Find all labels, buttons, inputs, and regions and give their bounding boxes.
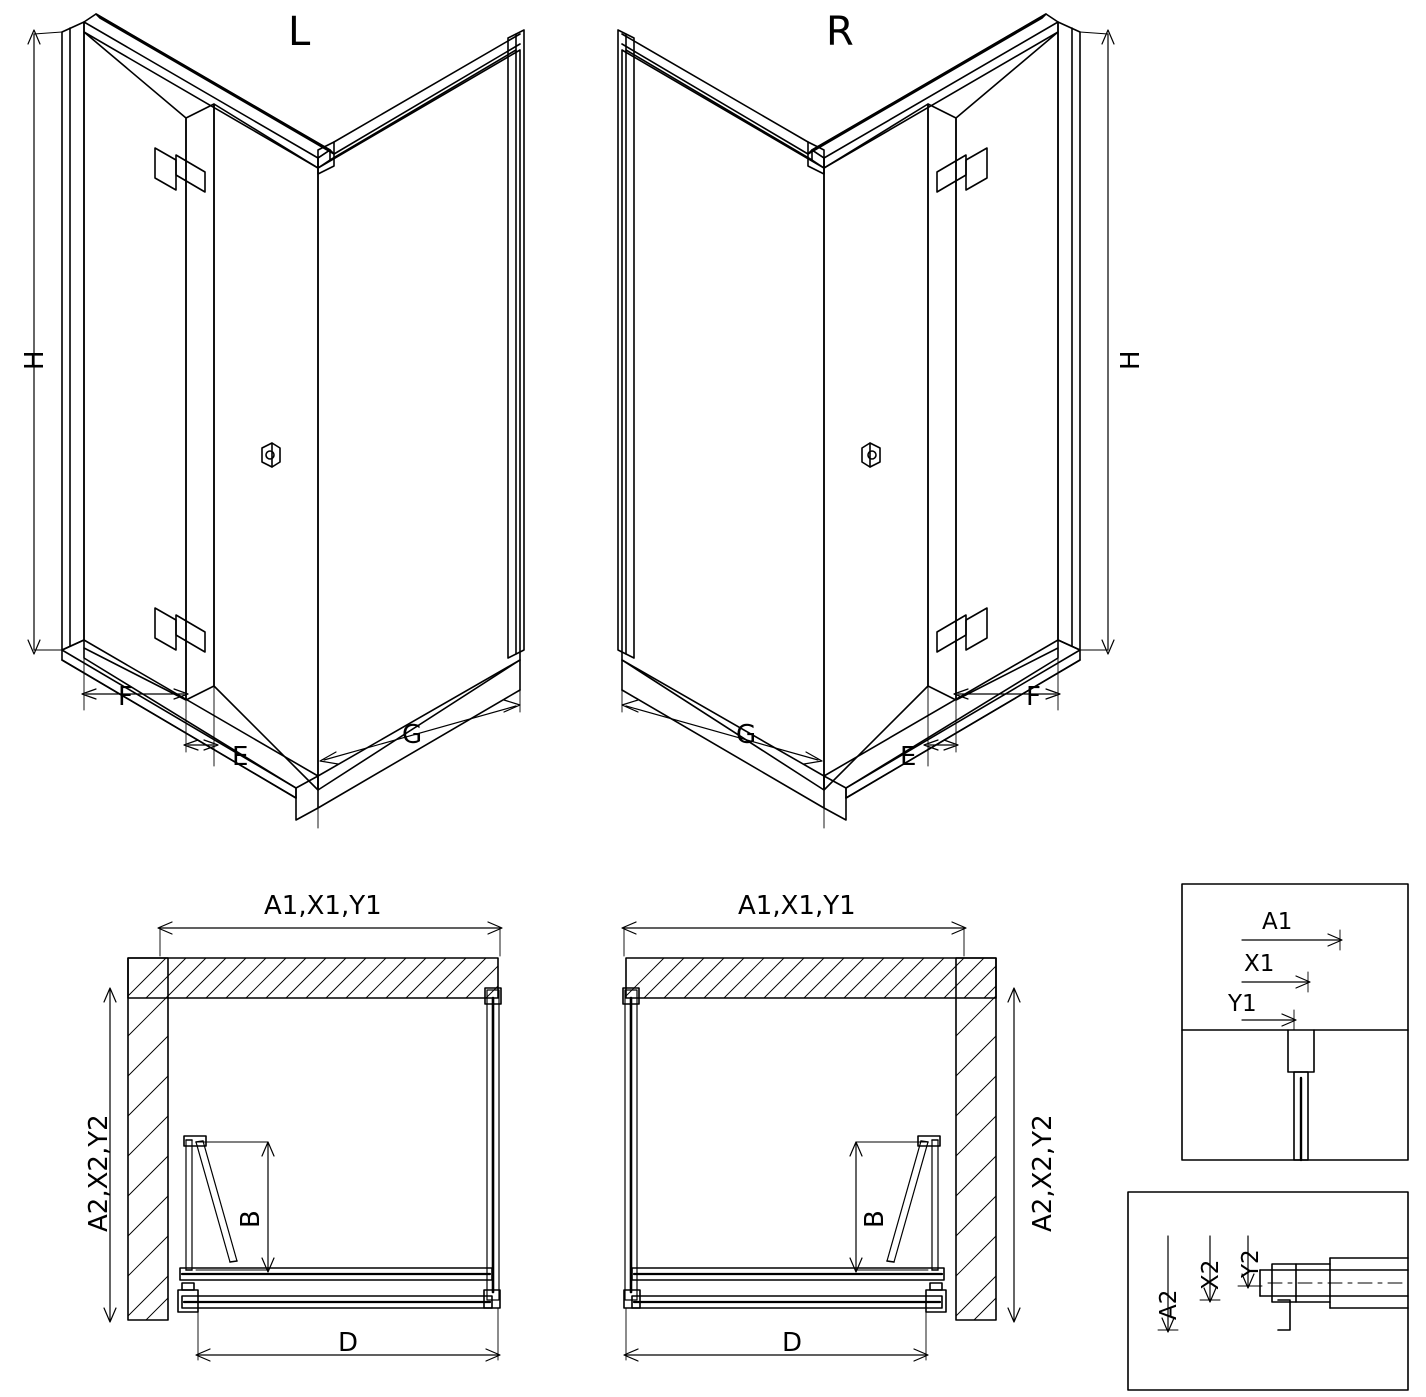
detail-label-Y1: Y1 xyxy=(1228,991,1257,1017)
dim-label-H-right: H xyxy=(1116,350,1146,370)
detail-label-X1: X1 xyxy=(1244,951,1275,977)
detail-label-A1: A1 xyxy=(1262,909,1293,935)
dim-label-G-left: G xyxy=(402,720,423,750)
dim-label-A2X2Y2-right: A2,X2,Y2 xyxy=(1028,1114,1058,1232)
dim-label-A1X1Y1-left: A1,X1,Y1 xyxy=(264,891,382,921)
view-title-left: L xyxy=(288,9,311,55)
dim-label-G-right: G xyxy=(736,720,757,750)
dim-label-F-right: F xyxy=(1026,682,1041,712)
view-title-right: R xyxy=(826,9,854,55)
dim-label-F-left: F xyxy=(118,682,133,712)
dim-label-E-left: E xyxy=(232,742,249,772)
dim-label-D-right: D xyxy=(782,1328,803,1358)
detail-label-Y2: Y2 xyxy=(1238,1249,1264,1278)
dim-label-B-left: B xyxy=(236,1210,266,1228)
dim-label-E-right: E xyxy=(900,742,917,772)
dim-label-B-right: B xyxy=(860,1210,890,1228)
dim-label-A2X2Y2-left: A2,X2,Y2 xyxy=(84,1114,114,1232)
dim-label-H-left: H xyxy=(20,350,50,370)
dim-label-A1X1Y1-right: A1,X1,Y1 xyxy=(738,891,856,921)
detail-label-X2: X2 xyxy=(1198,1259,1224,1290)
dim-label-D-left: D xyxy=(338,1328,359,1358)
detail-label-A2: A2 xyxy=(1156,1289,1182,1320)
